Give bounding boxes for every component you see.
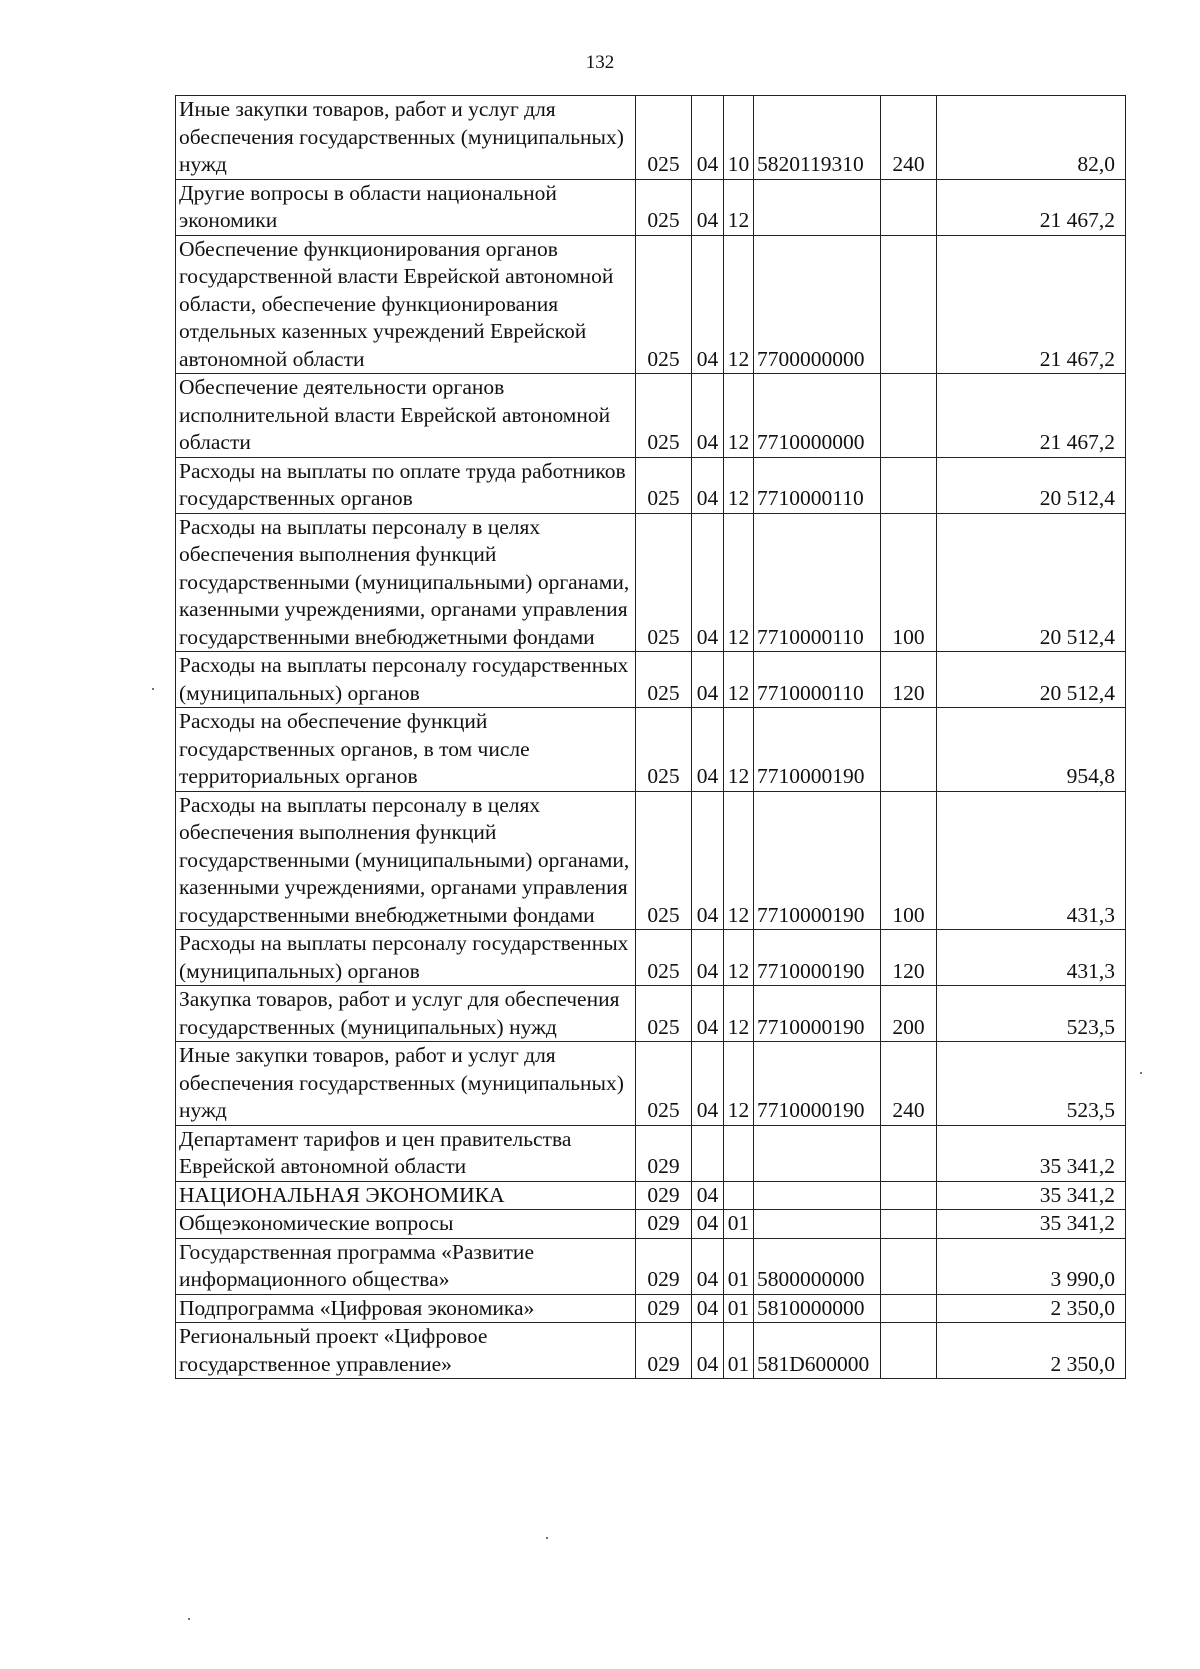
cell-ministry-code: 025	[636, 179, 692, 235]
table-row	[176, 96, 1126, 180]
cell-name: Расходы на выплаты персоналу в целях обеспечения выполнения функций государственными (муниципальными) органами, казенными учреждениями, органами управления государственными внебюджетными фондами	[176, 513, 636, 652]
cell-name: Расходы на выплаты персоналу в целях обеспечения выполнения функций государственными (муниципальными) органами, казенными учреждениями, органами управления государственными внебюджетными фондами	[176, 791, 636, 930]
table-row	[176, 1181, 1126, 1210]
cell-target-code	[754, 1210, 881, 1239]
cell-subsection-code: 12	[724, 791, 754, 930]
page-number: 132	[585, 52, 615, 73]
cell-amount: 21 467,2	[937, 374, 1126, 458]
cell-expense-type-code: 100	[881, 513, 937, 652]
cell-ministry-code: 025	[636, 374, 692, 458]
cell-target-code: 7710000190	[754, 1042, 881, 1126]
cell-expense-type-code	[881, 235, 937, 374]
cell-expense-type-code: 120	[881, 652, 937, 708]
cell-ministry-code: 029	[636, 1238, 692, 1294]
cell-amount: 21 467,2	[937, 235, 1126, 374]
cell-amount: 20 512,4	[937, 457, 1126, 513]
cell-ministry-code: 025	[636, 235, 692, 374]
cell-target-code: 5800000000	[754, 1238, 881, 1294]
cell-name: Иные закупки товаров, работ и услуг для обеспечения государственных (муниципальных) нужд	[176, 1042, 636, 1126]
cell-section-code: 04	[692, 1210, 724, 1239]
cell-ministry-code: 025	[636, 930, 692, 986]
cell-name: Обеспечение деятельности органов исполнительной власти Еврейской автономной области	[176, 374, 636, 458]
cell-amount: 431,3	[937, 791, 1126, 930]
cell-subsection-code	[724, 1181, 754, 1210]
cell-amount: 431,3	[937, 930, 1126, 986]
cell-name: Подпрограмма «Цифровая экономика»	[176, 1294, 636, 1323]
cell-name: Региональный проект «Цифровое государственное управление»	[176, 1323, 636, 1379]
cell-ministry-code: 025	[636, 96, 692, 180]
cell-section-code	[692, 1125, 724, 1181]
cell-section-code: 04	[692, 1294, 724, 1323]
cell-amount: 523,5	[937, 986, 1126, 1042]
cell-subsection-code: 12	[724, 235, 754, 374]
cell-section-code: 04	[692, 791, 724, 930]
cell-section-code: 04	[692, 513, 724, 652]
cell-ministry-code: 025	[636, 652, 692, 708]
table-row	[176, 235, 1126, 374]
cell-subsection-code: 10	[724, 96, 754, 180]
cell-name: Департамент тарифов и цен правительства Еврейской автономной области	[176, 1125, 636, 1181]
cell-target-code: 7710000110	[754, 652, 881, 708]
table-row	[176, 1210, 1126, 1239]
table-row	[176, 1125, 1126, 1181]
cell-amount: 35 341,2	[937, 1210, 1126, 1239]
cell-name: Иные закупки товаров, работ и услуг для обеспечения государственных (муниципальных) нужд	[176, 96, 636, 180]
cell-expense-type-code	[881, 1125, 937, 1181]
cell-expense-type-code	[881, 1294, 937, 1323]
table-row	[176, 930, 1126, 986]
cell-section-code: 04	[692, 1181, 724, 1210]
table-row	[176, 1323, 1126, 1379]
cell-subsection-code: 01	[724, 1294, 754, 1323]
scan-speck	[188, 1618, 190, 1620]
scan-speck	[152, 688, 154, 690]
cell-amount: 954,8	[937, 708, 1126, 792]
cell-ministry-code: 029	[636, 1125, 692, 1181]
table-row	[176, 1294, 1126, 1323]
cell-amount: 3 990,0	[937, 1238, 1126, 1294]
cell-ministry-code: 025	[636, 1042, 692, 1126]
cell-target-code: 7710000190	[754, 708, 881, 792]
cell-expense-type-code	[881, 1210, 937, 1239]
cell-section-code: 04	[692, 235, 724, 374]
cell-amount: 35 341,2	[937, 1125, 1126, 1181]
cell-section-code: 04	[692, 1042, 724, 1126]
cell-expense-type-code	[881, 374, 937, 458]
budget-table	[175, 95, 1126, 1379]
cell-subsection-code: 01	[724, 1238, 754, 1294]
cell-ministry-code: 025	[636, 513, 692, 652]
cell-section-code: 04	[692, 930, 724, 986]
cell-name: Расходы на обеспечение функций государственных органов, в том числе территориальных органов	[176, 708, 636, 792]
cell-target-code: 581D600000	[754, 1323, 881, 1379]
cell-expense-type-code	[881, 1238, 937, 1294]
cell-section-code: 04	[692, 652, 724, 708]
cell-subsection-code: 01	[724, 1210, 754, 1239]
cell-expense-type-code: 120	[881, 930, 937, 986]
cell-expense-type-code	[881, 1181, 937, 1210]
cell-section-code: 04	[692, 374, 724, 458]
cell-name: Другие вопросы в области национальной экономики	[176, 179, 636, 235]
table-row	[176, 179, 1126, 235]
cell-amount: 20 512,4	[937, 513, 1126, 652]
table-row	[176, 513, 1126, 652]
table-row	[176, 374, 1126, 458]
cell-expense-type-code	[881, 457, 937, 513]
cell-ministry-code: 025	[636, 708, 692, 792]
cell-amount: 2 350,0	[937, 1323, 1126, 1379]
cell-ministry-code: 029	[636, 1210, 692, 1239]
cell-ministry-code: 029	[636, 1294, 692, 1323]
cell-target-code: 7710000000	[754, 374, 881, 458]
cell-subsection-code: 12	[724, 652, 754, 708]
cell-name: НАЦИОНАЛЬНАЯ ЭКОНОМИКА	[176, 1181, 636, 1210]
cell-section-code: 04	[692, 1323, 724, 1379]
cell-subsection-code	[724, 1125, 754, 1181]
cell-target-code: 7700000000	[754, 235, 881, 374]
cell-amount: 21 467,2	[937, 179, 1126, 235]
cell-subsection-code: 12	[724, 457, 754, 513]
table-row	[176, 457, 1126, 513]
cell-target-code	[754, 1125, 881, 1181]
cell-subsection-code: 12	[724, 179, 754, 235]
cell-target-code	[754, 1181, 881, 1210]
cell-amount: 35 341,2	[937, 1181, 1126, 1210]
cell-expense-type-code	[881, 708, 937, 792]
cell-section-code: 04	[692, 986, 724, 1042]
cell-ministry-code: 025	[636, 986, 692, 1042]
cell-name: Расходы на выплаты персоналу государственных (муниципальных) органов	[176, 930, 636, 986]
cell-subsection-code: 12	[724, 986, 754, 1042]
cell-target-code: 5810000000	[754, 1294, 881, 1323]
cell-ministry-code: 025	[636, 457, 692, 513]
cell-amount: 2 350,0	[937, 1294, 1126, 1323]
table-row	[176, 652, 1126, 708]
cell-section-code: 04	[692, 457, 724, 513]
cell-section-code: 04	[692, 1238, 724, 1294]
cell-name: Государственная программа «Развитие информационного общества»	[176, 1238, 636, 1294]
table-row	[176, 708, 1126, 792]
cell-section-code: 04	[692, 179, 724, 235]
scan-speck	[546, 1537, 548, 1539]
cell-target-code: 7710000110	[754, 457, 881, 513]
cell-ministry-code: 029	[636, 1181, 692, 1210]
cell-expense-type-code: 200	[881, 986, 937, 1042]
cell-expense-type-code	[881, 1323, 937, 1379]
cell-name: Обеспечение функционирования органов государственной власти Еврейской автономной области, обеспечение функционирования отдельных казенных учреждений Еврейской автономной области	[176, 235, 636, 374]
cell-name: Расходы на выплаты по оплате труда работников государственных органов	[176, 457, 636, 513]
cell-ministry-code: 025	[636, 791, 692, 930]
cell-subsection-code: 12	[724, 513, 754, 652]
cell-subsection-code: 01	[724, 1323, 754, 1379]
cell-subsection-code: 12	[724, 374, 754, 458]
cell-section-code: 04	[692, 96, 724, 180]
cell-ministry-code: 029	[636, 1323, 692, 1379]
cell-subsection-code: 12	[724, 708, 754, 792]
cell-target-code: 7710000190	[754, 791, 881, 930]
cell-target-code: 7710000110	[754, 513, 881, 652]
cell-subsection-code: 12	[724, 1042, 754, 1126]
scan-speck	[1140, 1072, 1142, 1074]
cell-amount: 523,5	[937, 1042, 1126, 1126]
table-row	[176, 1238, 1126, 1294]
cell-target-code: 7710000190	[754, 930, 881, 986]
table-body	[176, 96, 1126, 1379]
table-row	[176, 1042, 1126, 1126]
cell-expense-type-code	[881, 179, 937, 235]
cell-target-code	[754, 179, 881, 235]
cell-target-code: 5820119310	[754, 96, 881, 180]
cell-name: Закупка товаров, работ и услуг для обеспечения государственных (муниципальных) нужд	[176, 986, 636, 1042]
cell-amount: 82,0	[937, 96, 1126, 180]
cell-name: Расходы на выплаты персоналу государственных (муниципальных) органов	[176, 652, 636, 708]
cell-amount: 20 512,4	[937, 652, 1126, 708]
table-row	[176, 791, 1126, 930]
cell-name: Общеэкономические вопросы	[176, 1210, 636, 1239]
cell-section-code: 04	[692, 708, 724, 792]
table-row	[176, 986, 1126, 1042]
cell-expense-type-code: 100	[881, 791, 937, 930]
cell-expense-type-code: 240	[881, 1042, 937, 1126]
cell-expense-type-code: 240	[881, 96, 937, 180]
cell-target-code: 7710000190	[754, 986, 881, 1042]
cell-subsection-code: 12	[724, 930, 754, 986]
